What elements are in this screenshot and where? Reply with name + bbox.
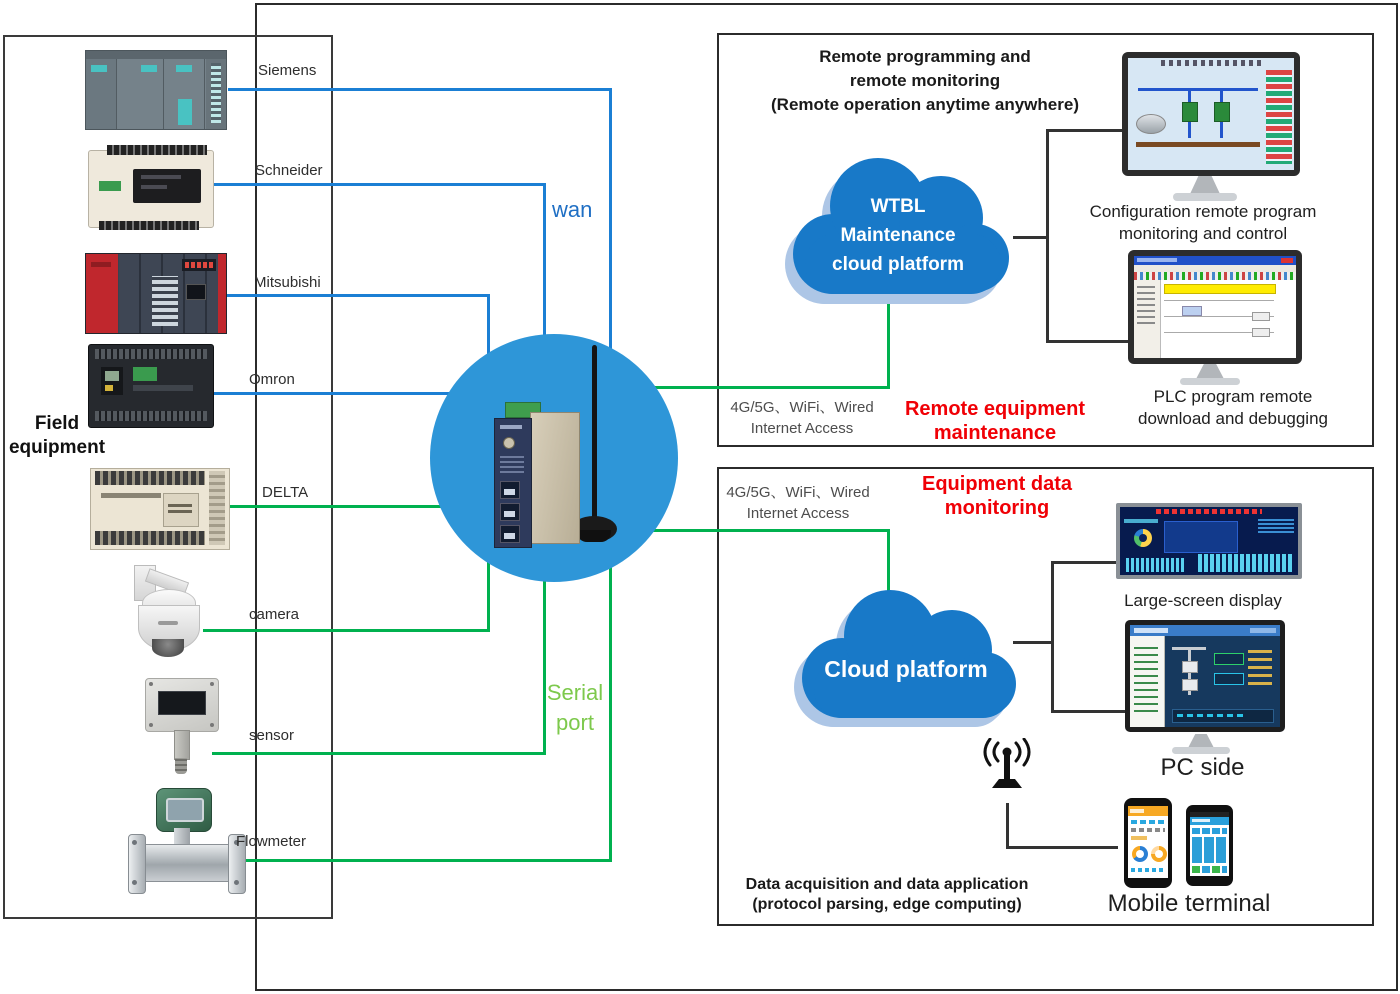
sensor-line-h (212, 752, 546, 755)
remote-maintenance-red-label: Remote equipment maintenance (904, 398, 1086, 444)
flowmeter-image (128, 788, 244, 902)
schneider-plc-image (88, 150, 214, 228)
wan-label: wan (552, 197, 593, 222)
monitor1-caption: Configuration remote program monitoring and control (1089, 202, 1317, 243)
mitsubishi-plc-image (85, 253, 227, 334)
large-screen-caption: Large-screen display (1124, 591, 1282, 610)
sensor-image (145, 678, 219, 776)
data-bracket-top-stub (1051, 561, 1117, 564)
device-label-sensor: sensor (249, 727, 295, 744)
flowmeter-line-h (233, 859, 612, 862)
remote-bracket-bottom-stub (1046, 340, 1132, 343)
data-monitoring-red-label: Equipment data monitoring (921, 473, 1072, 519)
device-label-omron: Omron (249, 371, 295, 388)
serial-port-label: Serial port (546, 680, 604, 735)
pc-monitor-image (1125, 620, 1285, 732)
large-screen-image (1116, 503, 1302, 579)
device-label-siemens: Siemens (258, 62, 317, 79)
camera-image (128, 565, 206, 653)
data-bracket-vertical (1051, 561, 1054, 713)
pc-monitor-base (1172, 747, 1230, 754)
plc-ide-monitor-image (1128, 250, 1302, 364)
schneider-line-h (210, 183, 546, 186)
device-label-delta: DELTA (262, 484, 309, 501)
siemens-plc-image (85, 50, 227, 130)
scada-monitor-base (1173, 193, 1237, 201)
scada-monitor-image (1122, 52, 1300, 176)
pc-caption: PC side (1160, 754, 1245, 781)
device-label-flowmeter: Flowmeter (236, 833, 307, 850)
device-label-camera: camera (249, 606, 300, 623)
router-antenna-base-foot (577, 530, 611, 542)
cloud-platform-line-h (635, 529, 890, 532)
antenna-icon (975, 738, 1039, 800)
router-front-panel (494, 418, 532, 548)
data-bracket-bottom-stub (1051, 710, 1127, 713)
device-label-mitsubishi: Mitsubishi (254, 274, 321, 291)
data-acquisition-label: Data acquisition and data application (protocol parsing, edge computing) (745, 876, 1029, 913)
mobile-caption: Mobile terminal (1107, 890, 1271, 917)
data-access-label: 4G/5G、WiFi、Wired Internet Access (726, 484, 870, 522)
smartphone2-image (1186, 805, 1233, 886)
smartphone1-image (1124, 798, 1172, 888)
wtbl-cloud-label: WTBL Maintenance cloud platform (832, 196, 964, 275)
router-image (470, 340, 630, 555)
field-equipment-label: Field equipment (8, 413, 106, 458)
plc-ide-monitor-base (1180, 378, 1240, 385)
delta-plc-image (90, 468, 230, 550)
cloud-platform-label: Cloud platform (824, 656, 988, 682)
remote-bracket-top-stub (1046, 129, 1124, 132)
antenna-connector-horizontal (1006, 846, 1118, 849)
mitsubishi-line-h (222, 294, 490, 297)
camera-line-h (203, 629, 490, 632)
siemens-line-h (228, 88, 612, 91)
wtbl-cloud-line-h (640, 386, 890, 389)
antenna-connector-vertical (1006, 803, 1009, 849)
router-side-panel (530, 412, 580, 544)
remote-bracket-cloud-stub (1013, 236, 1049, 239)
device-label-schneider: Schneider (255, 162, 323, 179)
wtbl-cloud-line-v (887, 300, 890, 389)
remote-access-label: 4G/5G、WiFi、Wired Internet Access (730, 399, 874, 437)
remote-box-title: Remote programming and remote monitoring (Remote operation anytime anywhere) (771, 47, 1079, 114)
monitor2-caption: PLC program remote download and debugging (1137, 387, 1328, 428)
router-antenna-rod (592, 345, 597, 523)
